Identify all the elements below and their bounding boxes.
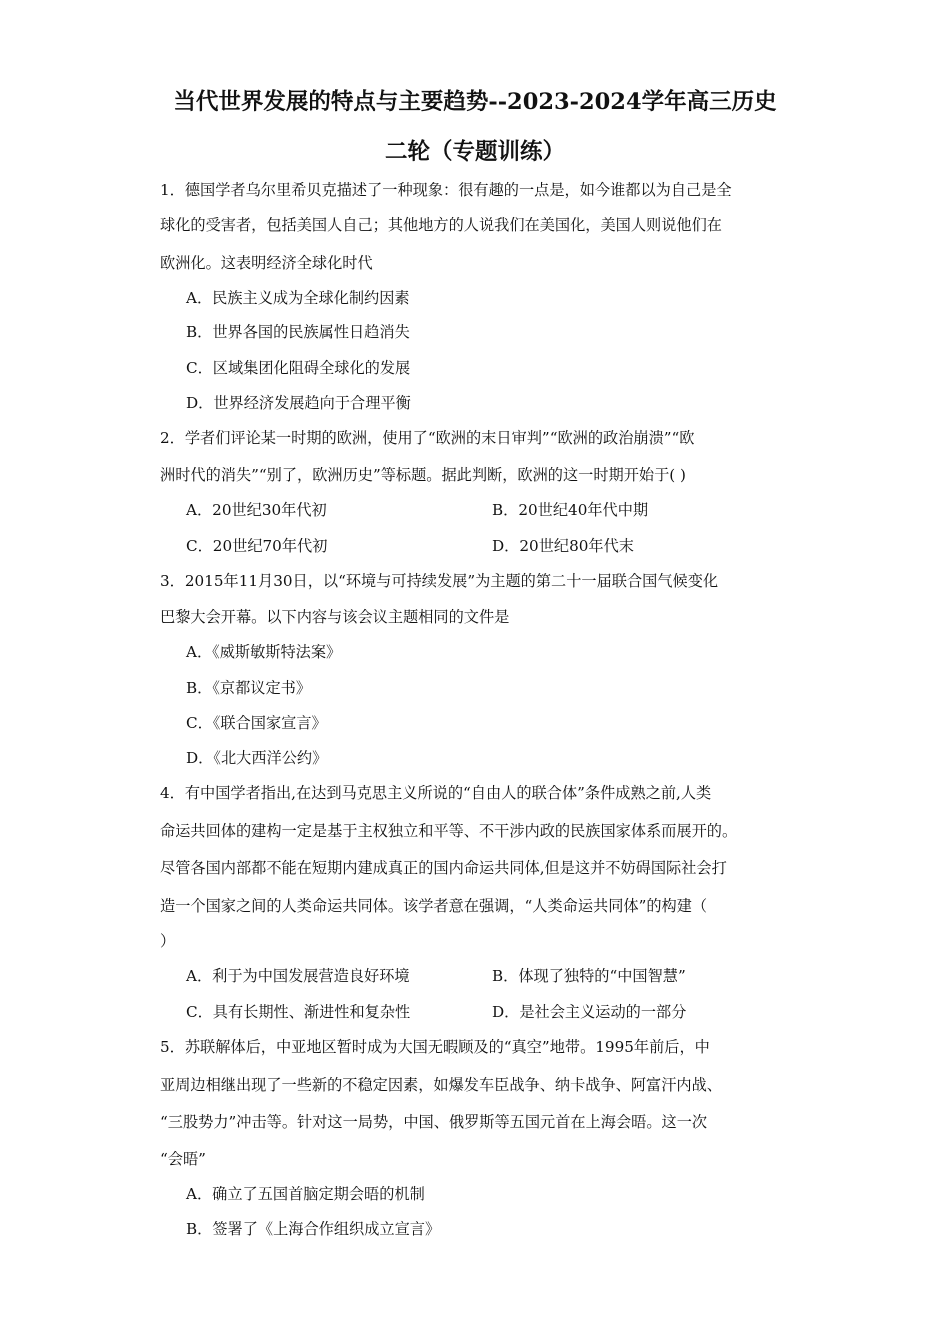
question-1-line-3: 欧洲化。这表明经济全球化时代 [160,254,373,272]
question-3-option-d[interactable]: D．《北大西洋公约》 [186,749,328,767]
question-4-option-b[interactable]: B．体现了独特的“中国智慧” [492,967,686,985]
question-1-option-c[interactable]: C．区域集团化阻碍全球化的发展 [186,359,411,377]
title-line-1: 当代世界发展的特点与主要趋势--2023-2024学年高三历史 [173,89,777,115]
question-4-line-1: 4．有中国学者指出,在达到马克思主义所说的“自由人的联合体”条件成熟之前,人类 [160,784,712,802]
question-1-line-1: 1．德国学者乌尔里希贝克描述了一种现象：很有趣的一点是，如今谁都以为自己是全 [160,181,732,199]
question-3-option-a[interactable]: A．《威斯敏斯特法案》 [186,643,342,661]
question-2-line-1: 2．学者们评论某一时期的欧洲，使用了“欧洲的末日审判”“欧洲的政治崩溃”“欧 [160,429,695,447]
title-line-2: 二轮（专题训练） [384,139,565,165]
question-4-option-a[interactable]: A．利于为中国发展营造良好环境 [186,967,410,985]
question-3-line-1: 3．2015年11月30日，以“环境与可持续发展”为主题的第二十一届联合国气候变化 [160,572,719,590]
question-1-line-2: 球化的受害者，包括美国人自己；其他地方的人说我们在美国化，美国人则说他们在 [160,216,722,234]
question-3-line-2: 巴黎大会开幕。以下内容与该会议主题相同的文件是 [160,608,510,626]
question-3-option-b[interactable]: B．《京都议定书》 [186,679,312,697]
question-5-option-b[interactable]: B．签署了《上海合作组织成立宣言》 [186,1220,441,1238]
question-4-line-4: 造一个国家之间的人类命运共同体。该学者意在强调，“人类命运共同体”的构建（ [160,897,708,915]
question-1-option-a[interactable]: A．民族主义成为全球化制约因素 [186,289,410,307]
question-4-line-5: ） [160,932,176,950]
question-1-option-d[interactable]: D．世界经济发展趋向于合理平衡 [186,394,411,412]
question-3-option-c[interactable]: C．《联合国家宣言》 [186,714,327,732]
question-2-option-d[interactable]: D．20世纪80年代末 [492,537,634,555]
question-5-line-4: “会晤” [160,1150,206,1168]
question-2-option-c[interactable]: C．20世纪70年代初 [186,537,328,555]
question-5-line-3: “三股势力”冲击等。针对这一局势，中国、俄罗斯等五国元首在上海会晤。这一次 [160,1113,708,1131]
question-4-line-3: 尽管各国内部都不能在短期内建成真正的国内命运共同体,但是这并不妨碍国际社会打 [160,859,727,877]
question-2-option-b[interactable]: B．20世纪40年代中期 [492,501,649,519]
question-2-option-a[interactable]: A．20世纪30年代初 [186,501,327,519]
question-2-line-2: 洲时代的消失”“别了，欧洲历史”等标题。据此判断，欧洲的这一时期开始于( ) [160,466,686,484]
question-5-line-1: 5．苏联解体后，中亚地区暂时成为大国无暇顾及的“真空”地带。1995年前后，中 [160,1038,710,1056]
question-4-line-2: 命运共回体的建构一定是基于主权独立和平等、不干涉内政的民族国家体系而展开的。 [160,822,738,840]
question-4-option-d[interactable]: D．是社会主义运动的一部分 [492,1003,687,1021]
question-5-line-2: 亚周边相继出现了一些新的不稳定因素，如爆发车臣战争、纳卡战争、阿富汗内战、 [160,1076,722,1094]
question-4-option-c[interactable]: C．具有长期性、渐进性和复杂性 [186,1003,411,1021]
question-5-option-a[interactable]: A．确立了五国首脑定期会晤的机制 [186,1185,425,1203]
question-1-option-b[interactable]: B．世界各国的民族属性日趋消失 [186,323,410,341]
